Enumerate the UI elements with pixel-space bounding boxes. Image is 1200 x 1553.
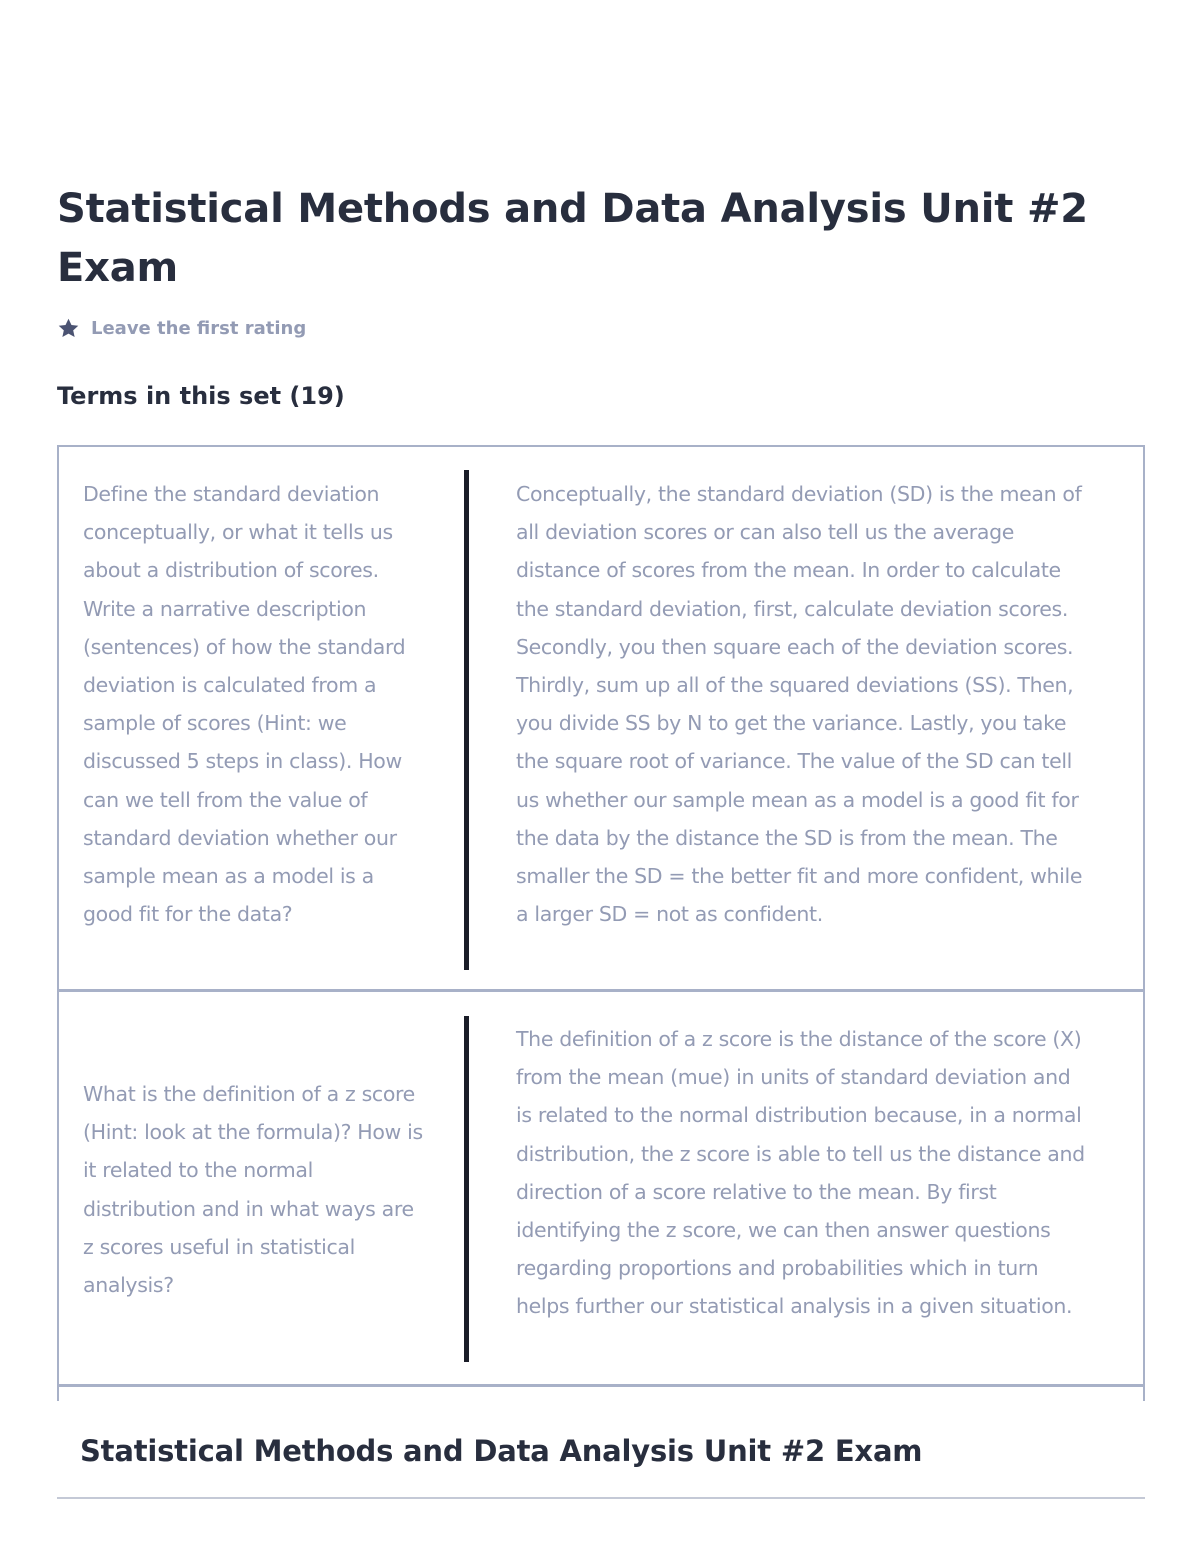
definition-text: The definition of a z score is the distance of the score (X) from the mean (mue) in units of standard deviation and is related to the normal distribution because, in a normal distribution, the z score is able to tell us the distance and direction of a score relative to the mean. By first identifying the z score, we can then answer questions regarding proportions and probabilities which in turn helps further our statistical analysis in a given situation. [516,1027,1085,1319]
rating-label: Leave the first rating [91,317,307,339]
footer-title: Statistical Methods and Data Analysis Unit #2 Exam [80,1434,923,1468]
terms-table [57,445,1145,1401]
page-title: Statistical Methods and Data Analysis Unit #2 Exam [57,186,1088,291]
card-divider [464,470,469,970]
term-text: Define the standard deviation conceptually, or what it tells us about a distribution of scores. Write a narrative description (sentences) of how the standard deviation is calculated from a sample of scores (Hint: we discussed 5 steps in class). How can we tell from the value of standard deviation whether our sample mean as a model is a good fit for the data? [83,482,406,927]
rating-link[interactable] [57,314,306,342]
card-divider [464,1016,469,1362]
terms-heading: Terms in this set (19) [57,382,345,410]
term-card[interactable] [59,992,1143,1387]
term-card[interactable] [59,447,1143,992]
term-text: What is the definition of a z score (Hint: look at the formula)? How is it related to the normal distribution and in what ways are z scores useful in statistical analysis? [83,1082,423,1298]
definition-text: Conceptually, the standard deviation (SD) is the mean of all deviation scores or can also tell us the average distance of scores from the mean. In order to calculate the standard deviation, first, calculate deviation scores. Secondly, you then square each of the deviation scores. Thirdly, sum up all of the squared deviations (SS). Then, you divide SS by N to get the variance. Lastly, you take the square root of variance. The value of the SD can tell us whether our sample mean as a model is a good fit for the data by the distance the SD is from the mean. The smaller the SD = the better fit and more confident, while a larger SD = not as confident. [516,482,1083,927]
star-icon [57,317,80,340]
footer-divider [57,1497,1145,1499]
